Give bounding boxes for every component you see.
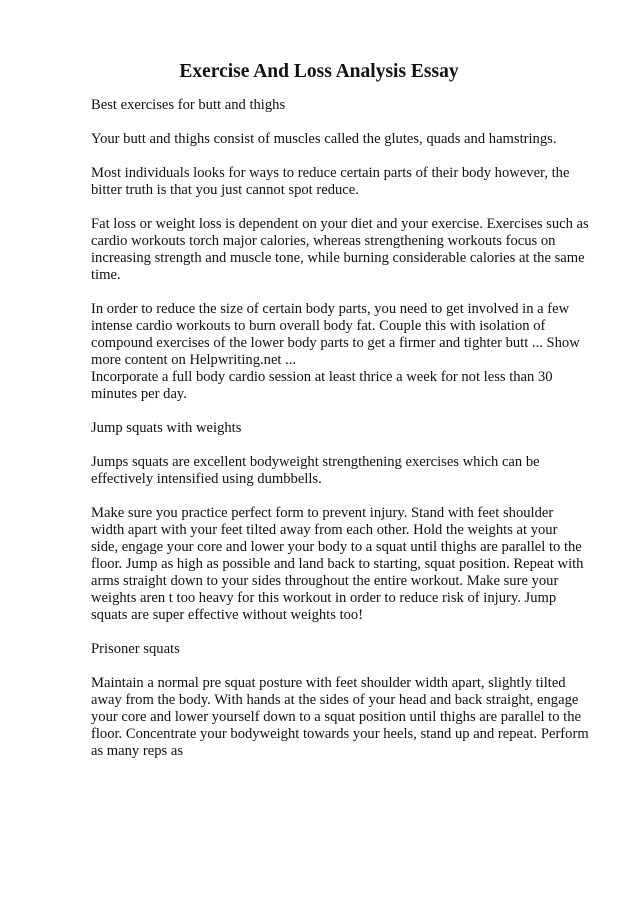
paragraph [91,420,611,437]
text-line: floor. Jump as high as possible and land back to starting, squat position. Repeat with [91,556,584,572]
text-line: weights aren t too heavy for this workout in order to reduce risk of injury. Jump [91,590,557,606]
text-line: minutes per day. [91,386,187,402]
text-line: width apart with your feet tilted away from each other. Hold the weights at your [91,522,558,538]
text-line: Maintain a normal pre squat posture with feet shoulder width apart, slightly tilted [91,675,566,691]
text-line: as many reps as [91,743,183,759]
text-line: increasing strength and muscle tone, while burning considerable calories at the same [91,250,585,266]
paragraph [91,165,611,199]
text-line: your core and lower yourself down to a squat position until thighs are parallel to the [91,709,581,725]
text-line: Fat loss or weight loss is dependent on your diet and your exercise. Exercises such as [91,216,589,232]
paragraph [91,301,611,403]
document-body [91,97,611,777]
text-line: Jump squats with weights [91,420,242,436]
paragraph [91,641,611,658]
text-line: more content on Helpwriting.net ... [91,352,297,368]
text-line: Most individuals looks for ways to reduce certain parts of their body however, the [91,165,570,181]
text-line: Incorporate a full body cardio session at least thrice a week for not less than 30 [91,369,553,385]
text-line: compound exercises of the lower body parts to get a firmer and tighter butt ... Show [91,335,580,351]
paragraph [91,454,611,488]
document-title: Exercise And Loss Analysis Essay [179,61,459,82]
text-line: arms straight down to your sides throughout the entire workout. Make sure your [91,573,559,589]
text-line: Jumps squats are excellent bodyweight strengthening exercises which can be [91,454,540,470]
paragraph [91,216,611,284]
text-line: away from the body. With hands at the sides of your head and back straight, engage [91,692,579,708]
text-line: Prisoner squats [91,641,180,657]
paragraph [91,675,611,760]
text-line: side, engage your core and lower your body to a squat until thighs are parallel to the [91,539,582,555]
text-line: bitter truth is that you just cannot spot reduce. [91,182,359,198]
text-line: Best exercises for butt and thighs [91,97,286,113]
paragraph [91,505,611,624]
text-line: time. [91,267,121,283]
text-line: Make sure you practice perfect form to prevent injury. Stand with feet shoulder [91,505,554,521]
paragraph [91,131,611,148]
text-line: In order to reduce the size of certain body parts, you need to get involved in a few [91,301,570,317]
paragraph [91,97,611,114]
text-line: squats are super effective without weights too! [91,607,364,623]
text-line: floor. Concentrate your bodyweight towards your heels, stand up and repeat. Perform [91,726,589,742]
text-line: cardio workouts torch major calories, whereas strengthening workouts focus on [91,233,556,249]
text-line: Your butt and thighs consist of muscles called the glutes, quads and hamstrings. [91,131,557,147]
text-line: effectively intensified using dumbbells. [91,471,322,487]
text-line: intense cardio workouts to burn overall body fat. Couple this with isolation of [91,318,546,334]
